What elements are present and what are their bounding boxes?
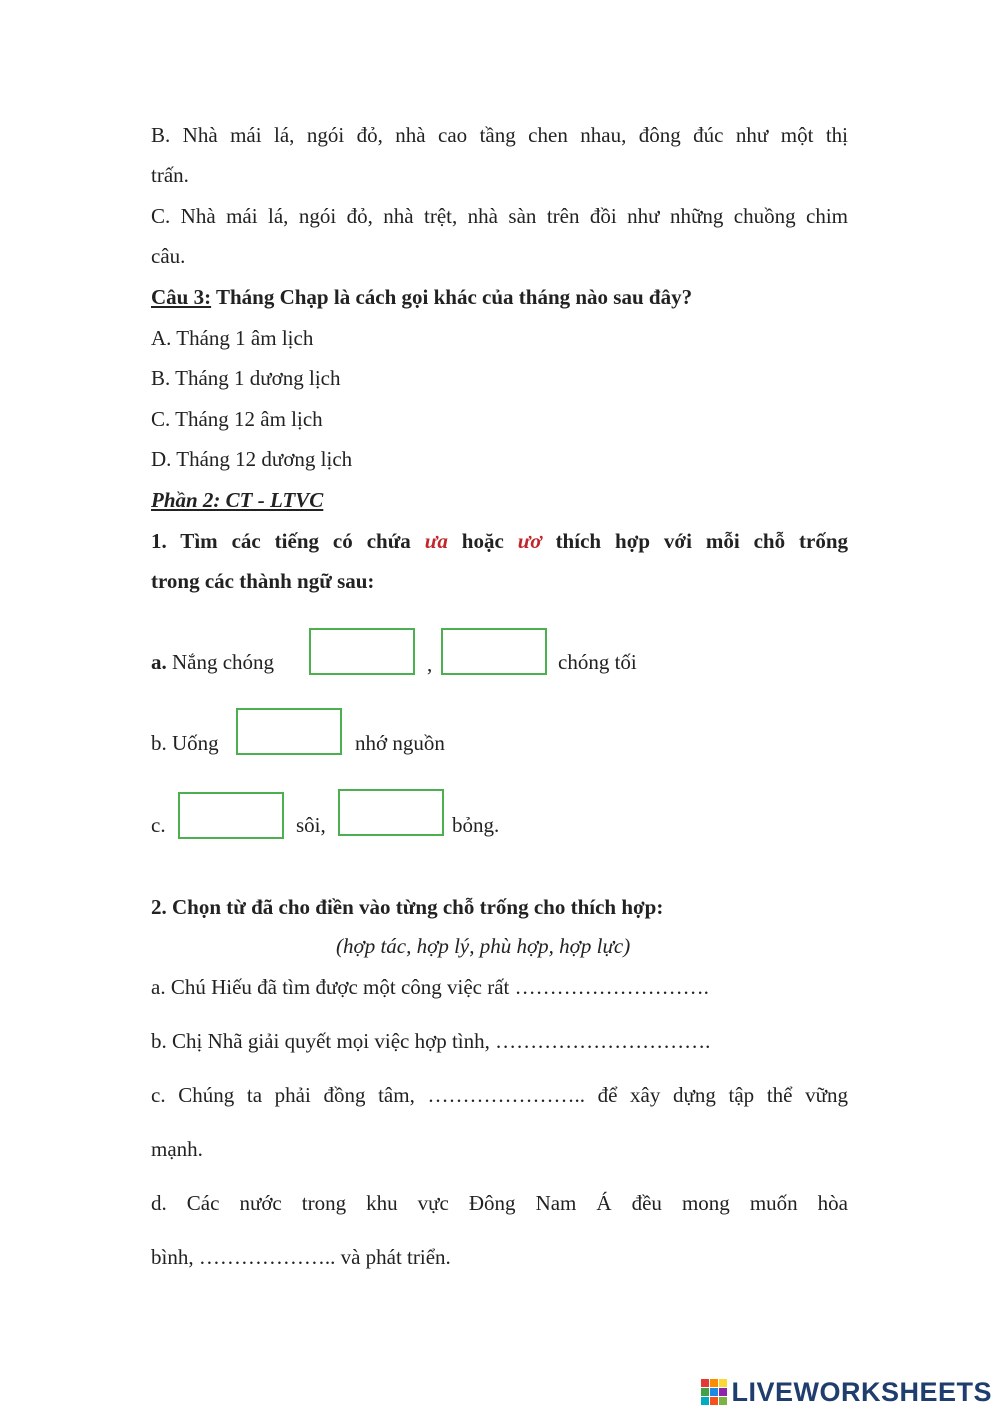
ex2-item-b: b. Chị Nhã giải quyết mọi việc hợp tình, …………………………. — [151, 1029, 711, 1053]
ex2-item-d-line1: d. Các nước trong khu vực Đông Nam Á đều mong muốn hòa — [151, 1191, 848, 1215]
q2-option-c-line2: câu. — [151, 244, 186, 268]
liveworksheets-logo-text: LIVEWORKSHEETS — [731, 1376, 992, 1407]
ex1-b-start: b. Uống — [151, 731, 219, 755]
ex1-suffix: thích hợp với mỗi chỗ trống — [555, 529, 849, 553]
ex1-ua: ưa — [424, 529, 448, 553]
ex2-item-c-line1: c. Chúng ta phải đồng tâm, ………………….. để xây dựng tập thể vững — [151, 1083, 848, 1107]
q2-option-c-line1: C. Nhà mái lá, ngói đỏ, nhà trệt, nhà sàn trên đồi như những chuồng chim — [151, 204, 848, 228]
ex1-a-comma: , — [427, 652, 433, 676]
ex2-item-a: a. Chú Hiếu đã tìm được một công việc rất ………………………. — [151, 975, 709, 999]
ex1-a-blank-1[interactable] — [309, 628, 415, 675]
ex1-a-start — [151, 648, 274, 676]
ex2-title: 2. Chọn từ đã cho điền vào từng chỗ trống cho thích hợp: — [151, 895, 664, 919]
q2-option-b-line2: trấn. — [151, 163, 189, 187]
ex1-a-blank-2[interactable] — [441, 628, 547, 675]
ex1-c-end: bỏng. — [452, 813, 500, 837]
liveworksheets-logo-icon — [701, 1379, 727, 1405]
ex1-b-blank[interactable] — [236, 708, 342, 755]
q3-label: Câu 3: — [151, 285, 212, 309]
part2-title: Phần 2: CT - LTVC — [151, 488, 324, 512]
ex2-item-c-line2: mạnh. — [151, 1137, 203, 1161]
ex1-b-end: nhớ nguồn — [355, 731, 445, 755]
ex1-a-label: a. — [151, 650, 167, 674]
ex1-a-end: chóng tối — [558, 650, 637, 674]
q3-option-c: C. Tháng 12 âm lịch — [151, 407, 323, 431]
ex1-prefix: 1. Tìm các tiếng có chứa — [151, 529, 411, 553]
ex1-instruction-line1 — [151, 527, 848, 555]
ex1-c-mid: sôi, — [296, 813, 326, 837]
ex2-item-d-line2: bình, ……………….. và phát triển. — [151, 1245, 451, 1269]
q3-option-d: D. Tháng 12 dương lịch — [151, 447, 353, 471]
q3-text: Tháng Chạp là cách gọi khác của tháng nào sau đây? — [211, 285, 693, 309]
ex2-word-list: (hợp tác, hợp lý, phù hợp, hợp lực) — [336, 934, 631, 958]
liveworksheets-logo — [701, 1375, 992, 1409]
ex1-uo: ươ — [517, 529, 542, 553]
q2-option-b-line1: B. Nhà mái lá, ngói đỏ, nhà cao tầng chen nhau, đông đúc như một thị — [151, 123, 848, 147]
q3-question — [151, 283, 848, 311]
q3-option-b: B. Tháng 1 dương lịch — [151, 366, 341, 390]
ex1-c-blank-1[interactable] — [178, 792, 284, 839]
ex1-c-blank-2[interactable] — [338, 789, 444, 836]
ex1-instruction-line2: trong các thành ngữ sau: — [151, 569, 375, 593]
q3-option-a: A. Tháng 1 âm lịch — [151, 326, 314, 350]
ex1-c-start: c. — [151, 813, 166, 837]
ex1-a-text: Nắng chóng — [166, 650, 275, 674]
ex1-or: hoặc — [461, 529, 504, 553]
